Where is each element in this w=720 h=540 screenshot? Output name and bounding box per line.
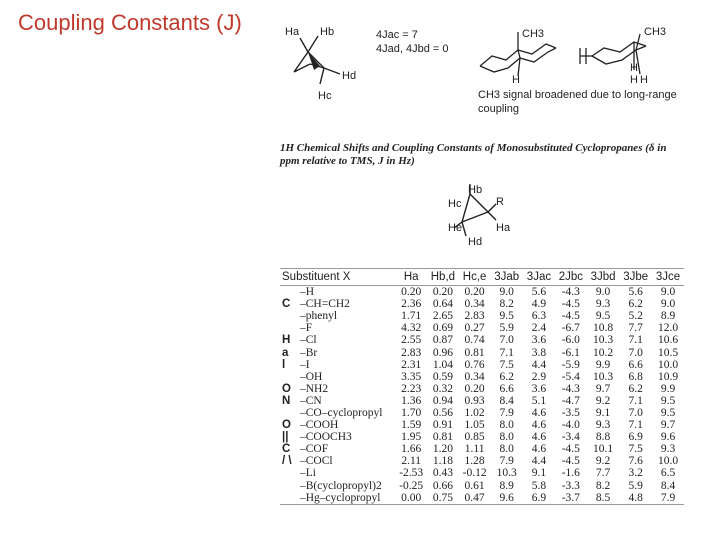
header-hce: Hc,e: [459, 269, 491, 286]
value-cell: 2.11: [401, 455, 422, 468]
substituent-cell: –Cl: [300, 334, 317, 347]
cyclopropane-label-hc: Hc: [448, 198, 462, 210]
value-cell: 2.23: [401, 382, 422, 395]
value-cell: -2.53: [399, 467, 424, 480]
table-row: [280, 346, 684, 358]
substituent-cell: –COCl: [300, 455, 333, 468]
value-cell: 10.3: [593, 334, 614, 347]
cyclopropane-label-hd: Hd: [468, 236, 483, 248]
substituent-cell: –OH: [300, 370, 323, 383]
substituent-cell: –CN: [300, 394, 322, 407]
value-cell: 0.20: [464, 382, 485, 395]
value-cell: 10.8: [593, 322, 614, 335]
value-cell: 8.0: [499, 443, 514, 456]
coupling-line-2: 4Jad, 4Jbd = 0: [376, 43, 449, 55]
value-cell: 0.27: [464, 322, 485, 335]
value-cell: 8.9: [660, 310, 676, 323]
value-cell: 3.35: [401, 370, 422, 383]
value-cell: 0.00: [395, 492, 427, 505]
cyclopropane-label-ha: Ha: [496, 222, 511, 234]
decalin-ch3-label: CH3: [522, 28, 545, 40]
value-cell: 10.2: [593, 346, 614, 359]
table-row: [280, 298, 684, 310]
value-cell: 0.76: [464, 358, 485, 371]
value-cell: 9.3: [595, 419, 611, 432]
value-cell: 0.61: [464, 479, 485, 492]
value-cell: 4.6: [531, 443, 547, 456]
value-cell: 4.6: [531, 419, 547, 432]
value-cell: 6.9: [628, 431, 643, 444]
value-cell: 9.6: [660, 431, 676, 444]
coupling-line-1: 4Jac = 7: [376, 29, 418, 41]
value-cell: 0.81: [432, 431, 453, 444]
value-cell: 5.9: [499, 322, 514, 335]
value-cell: 10.3: [593, 370, 614, 383]
value-cell: -0.12: [462, 467, 487, 480]
substituent-class: N: [282, 394, 291, 407]
value-cell: -6.7: [561, 322, 580, 335]
table-row: [280, 419, 684, 431]
value-cell: 10.6: [657, 334, 679, 347]
value-cell: 1.66: [401, 443, 422, 456]
table-row: [280, 286, 684, 299]
value-cell: 7.1: [628, 334, 643, 347]
substituent-class: [280, 467, 298, 479]
value-cell: 4.9: [531, 298, 547, 311]
value-cell: 0.43: [432, 467, 453, 480]
value-cell: 12.0: [657, 322, 679, 335]
substituent-cell: –COOH: [300, 419, 339, 432]
substituent-class: [280, 310, 298, 322]
value-cell: 2.4: [531, 322, 547, 335]
value-cell: 8.5: [587, 492, 620, 505]
header-hbd: Hb,d: [427, 269, 459, 286]
value-cell: 0.20: [432, 286, 453, 299]
value-cell: -5.9: [561, 358, 580, 371]
value-cell: 8.2: [595, 479, 611, 492]
value-cell: 1.36: [401, 394, 422, 407]
value-cell: 0.64: [432, 298, 453, 311]
value-cell: -4.3: [561, 286, 580, 299]
value-cell: 8.4: [499, 394, 514, 407]
value-cell: 6.2: [628, 298, 643, 311]
substituent-cell: –F: [300, 322, 313, 335]
value-cell: 5.8: [531, 479, 547, 492]
tbutyl-h-label-1: H: [630, 62, 638, 74]
substituent-cell: –COF: [300, 443, 329, 456]
value-cell: 0.91: [432, 419, 453, 432]
value-cell: -4.5: [561, 310, 580, 323]
value-cell: 6.5: [660, 467, 676, 480]
value-cell: -4.5: [561, 455, 580, 468]
tbutyl-ch3-label: CH3: [644, 26, 667, 38]
header-3jab: 3Jab: [490, 269, 523, 286]
value-cell: 9.5: [660, 394, 676, 407]
value-cell: 5.6: [531, 286, 547, 299]
value-cell: 5.6: [628, 286, 643, 299]
value-cell: 0.34: [464, 370, 485, 383]
value-cell: 0.81: [464, 346, 485, 359]
value-cell: 10.0: [657, 455, 679, 468]
value-cell: 7.0: [628, 406, 643, 419]
substituent-cell: –CH=CH2: [300, 298, 350, 311]
value-cell: 6.2: [628, 382, 643, 395]
value-cell: 4.4: [531, 358, 547, 371]
value-cell: 1.95: [401, 431, 422, 444]
value-cell: 0.94: [432, 394, 453, 407]
value-cell: 0.59: [432, 370, 453, 383]
value-cell: 4.6: [531, 406, 547, 419]
value-cell: -4.5: [561, 443, 580, 456]
value-cell: 7.9: [652, 492, 684, 505]
value-cell: 4.6: [531, 431, 547, 444]
value-cell: 7.7: [595, 467, 611, 480]
table-row: [280, 407, 684, 419]
substituent-class: [280, 492, 298, 505]
value-cell: 1.20: [432, 443, 453, 456]
value-cell: 8.8: [595, 431, 611, 444]
substituent-class: C: [282, 298, 291, 311]
value-cell: 6.9: [523, 492, 555, 505]
table-row: [280, 371, 684, 383]
value-cell: 8.2: [499, 298, 514, 311]
value-cell: 9.0: [595, 286, 611, 299]
value-cell: 9.1: [531, 467, 547, 480]
substituent-class: ||: [282, 431, 289, 444]
header-ha: Ha: [395, 269, 427, 286]
value-cell: 0.69: [432, 322, 453, 335]
value-cell: -1.6: [561, 467, 580, 480]
value-cell: 9.5: [499, 310, 514, 323]
value-cell: 3.8: [531, 346, 547, 359]
table-row: [280, 467, 684, 479]
value-cell: 10.0: [657, 358, 679, 371]
value-cell: 9.0: [660, 298, 676, 311]
table-caption: 1H Chemical Shifts and Coupling Constants of Monosubstituted Cyclopropanes (δ in ppm relative to TMS, J in Hz): [280, 142, 667, 167]
cyclopropane-label-r: R: [496, 196, 504, 208]
header-2jbc: 2Jbc: [555, 269, 587, 286]
value-cell: 1.02: [464, 406, 485, 419]
value-cell: -4.0: [561, 419, 580, 432]
substituent-cell: –I: [300, 358, 310, 371]
table-row: [280, 359, 684, 371]
substituent-class: [280, 371, 298, 383]
value-cell: 4.8: [619, 492, 652, 505]
value-cell: 9.0: [499, 286, 514, 299]
value-cell: -3.3: [561, 479, 580, 492]
decalin-h-label: H: [512, 74, 520, 86]
value-cell: 4.32: [401, 322, 422, 335]
value-cell: -3.5: [561, 406, 580, 419]
header-3jce: 3Jce: [652, 269, 684, 286]
value-cell: 9.5: [595, 310, 611, 323]
value-cell: 9.5: [660, 406, 676, 419]
value-cell: -6.0: [561, 334, 580, 347]
value-cell: 0.87: [432, 334, 453, 347]
value-cell: 9.2: [595, 455, 611, 468]
cyclopropane-label-he: He: [448, 222, 463, 234]
value-cell: 10.3: [496, 467, 517, 480]
value-cell: 0.93: [464, 394, 485, 407]
value-cell: 5.9: [628, 479, 643, 492]
value-cell: 0.56: [432, 406, 453, 419]
bicyclo-label-hc: Hc: [318, 90, 332, 102]
value-cell: -3.4: [561, 431, 580, 444]
table-row: [280, 431, 684, 443]
value-cell: 7.9: [499, 455, 514, 468]
table-row: [280, 455, 684, 467]
substituent-cell: –B(cyclopropyl)2: [300, 479, 382, 492]
value-cell: 0.20: [401, 286, 422, 299]
substituent-class: H: [282, 334, 291, 347]
substituent-cell: –Hg–cyclopropyl: [298, 492, 395, 505]
value-cell: 1.70: [401, 406, 422, 419]
value-cell: -3.7: [555, 492, 587, 505]
value-cell: 1.28: [464, 455, 485, 468]
substituent-class: O: [282, 419, 291, 432]
value-cell: 0.20: [464, 286, 485, 299]
header-3jbe: 3Jbe: [619, 269, 652, 286]
tbutyl-h-label-2: H: [630, 74, 638, 86]
value-cell: 10.5: [657, 346, 679, 359]
table-row: [280, 383, 684, 395]
value-cell: 8.9: [499, 479, 514, 492]
substituent-class: O: [282, 382, 291, 395]
value-cell: 6.8: [628, 370, 643, 383]
substituent-class: [280, 480, 298, 492]
table-row: [280, 395, 684, 407]
coupling-values: [376, 28, 448, 56]
substituent-cell: –H: [300, 286, 315, 299]
value-cell: 9.7: [660, 419, 676, 432]
value-cell: 9.0: [660, 286, 676, 299]
value-cell: 6.2: [499, 370, 514, 383]
value-cell: 2.36: [401, 298, 422, 311]
coupling-constants-table: [280, 268, 684, 505]
substituent-class: / \: [282, 455, 292, 468]
value-cell: -4.7: [561, 394, 580, 407]
value-cell: 7.5: [628, 443, 643, 456]
value-cell: 4.4: [531, 455, 547, 468]
value-cell: 9.3: [660, 443, 676, 456]
value-cell: 2.31: [401, 358, 422, 371]
value-cell: 0.85: [464, 431, 485, 444]
value-cell: 2.55: [401, 334, 422, 347]
substituent-class: l: [282, 358, 286, 371]
table-row: [280, 443, 684, 455]
table-row: [280, 334, 684, 346]
header-3jbd: 3Jbd: [587, 269, 620, 286]
bicyclo-label-ha: Ha: [285, 26, 300, 38]
header-substituent: Substituent X: [280, 269, 395, 286]
table-body: [280, 286, 684, 505]
value-cell: 3.2: [628, 467, 643, 480]
tbutyl-h-label-3: H: [640, 74, 648, 86]
value-cell: -6.1: [561, 346, 580, 359]
value-cell: 0.32: [432, 382, 453, 395]
slide-title: Coupling Constants (J): [18, 10, 242, 35]
value-cell: 8.0: [499, 419, 514, 432]
value-cell: 7.5: [499, 358, 514, 371]
substituent-cell: –Br: [300, 346, 318, 359]
value-cell: 0.34: [464, 298, 485, 311]
value-cell: 1.04: [432, 358, 453, 371]
long-range-coupling-note: CH3 signal broadened due to long-range coupling: [478, 89, 677, 115]
value-cell: 5.1: [531, 394, 547, 407]
value-cell: 9.3: [595, 298, 611, 311]
value-cell: 1.71: [401, 310, 422, 323]
value-cell: 3.6: [531, 334, 547, 347]
value-cell: 7.9: [499, 406, 514, 419]
value-cell: 0.66: [432, 479, 453, 492]
cyclopropane-label-hb: Hb: [468, 184, 483, 196]
value-cell: 7.0: [499, 334, 514, 347]
value-cell: 0.96: [432, 346, 453, 359]
value-cell: 8.0: [499, 431, 514, 444]
value-cell: 2.9: [531, 370, 547, 383]
substituent-class: a: [282, 346, 289, 359]
value-cell: 9.2: [595, 394, 611, 407]
value-cell: 9.6: [490, 492, 523, 505]
value-cell: -5.4: [561, 370, 580, 383]
header-3jac: 3Jac: [523, 269, 555, 286]
value-cell: 0.75: [427, 492, 459, 505]
value-cell: 0.47: [459, 492, 491, 505]
value-cell: 7.0: [628, 346, 643, 359]
value-cell: 10.1: [593, 443, 614, 456]
substituent-cell: –CO–cyclopropyl: [300, 406, 383, 419]
value-cell: 5.2: [628, 310, 643, 323]
substituent-cell: –Li: [300, 467, 316, 480]
value-cell: 7.1: [628, 394, 643, 407]
value-cell: 1.59: [401, 419, 422, 432]
table-header-row: [280, 269, 684, 286]
value-cell: 2.83: [401, 346, 422, 359]
value-cell: 7.1: [499, 346, 514, 359]
value-cell: 0.74: [464, 334, 485, 347]
substituent-class: [280, 286, 298, 299]
substituent-class: [280, 322, 298, 334]
value-cell: -4.3: [561, 382, 580, 395]
value-cell: 9.9: [660, 382, 676, 395]
value-cell: 6.6: [628, 358, 643, 371]
value-cell: -0.25: [399, 479, 424, 492]
value-cell: 7.7: [628, 322, 643, 335]
value-cell: 7.1: [628, 419, 643, 432]
bicyclo-label-hd: Hd: [342, 70, 357, 82]
table-row: [280, 310, 684, 322]
value-cell: -4.5: [561, 298, 580, 311]
value-cell: 7.6: [628, 455, 643, 468]
value-cell: 2.65: [432, 310, 453, 323]
substituent-cell: –phenyl: [300, 310, 338, 323]
value-cell: 9.9: [595, 358, 611, 371]
value-cell: 1.18: [432, 455, 453, 468]
table-row: [280, 322, 684, 334]
substituent-cell: –NH2: [300, 382, 329, 395]
substituent-cell: –COOCH3: [300, 431, 352, 444]
value-cell: 10.9: [657, 370, 679, 383]
substituent-class: [280, 407, 298, 419]
substituent-class: C: [282, 443, 291, 456]
value-cell: 1.05: [464, 419, 485, 432]
value-cell: 9.1: [595, 406, 611, 419]
value-cell: 9.7: [595, 382, 611, 395]
value-cell: 3.6: [531, 382, 547, 395]
value-cell: 8.4: [660, 479, 676, 492]
bicyclo-label-hb: Hb: [320, 26, 335, 38]
value-cell: 6.6: [499, 382, 514, 395]
table-row: [280, 480, 684, 492]
value-cell: 6.3: [531, 310, 547, 323]
table-row: [280, 492, 684, 505]
value-cell: 1.11: [464, 443, 485, 456]
value-cell: 2.83: [464, 310, 485, 323]
